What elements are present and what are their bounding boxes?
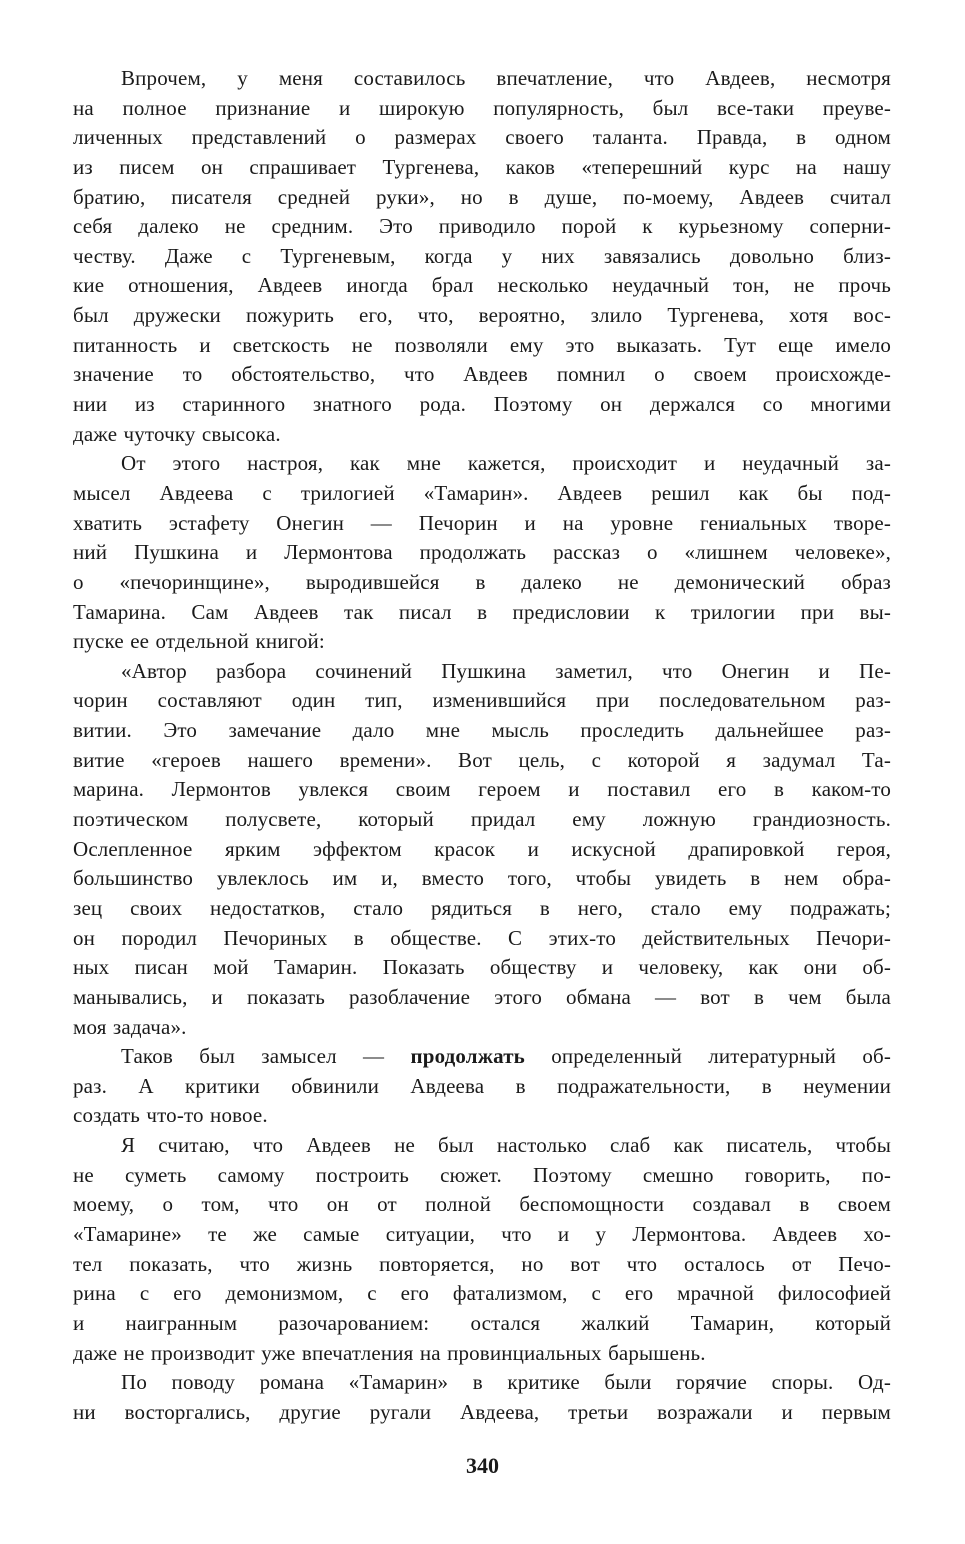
text-line: хватить эстафету Онегин — Печорин и на уровне гениальных творе- [73, 510, 891, 535]
text-line: манывались, и показать разоблачение этого обмана — вот в чем была [73, 984, 891, 1009]
quotation-paragraph [73, 657, 891, 1042]
text-line: зец своих недостатков, стало рядиться в него, стало ему подражать; [73, 895, 891, 920]
text-line: раз. А критики обвинили Авдеева в подражательности, в неумении [73, 1073, 891, 1098]
text-line: себя далеко не средним. Это приводило порой к курьезному соперни- [73, 214, 891, 239]
text-line: По поводу романа «Тамарин» в критике были горячие споры. Од- [121, 1370, 891, 1395]
text-line: о «печоринщине», выродившейся в далеко не демонический образ [73, 569, 891, 594]
text-line: большинство увлеклось им и, вместо того, чтобы увидеть в нем обра- [73, 866, 891, 891]
text-line: Я считаю, что Авдеев не был настолько слаб как писатель, чтобы [121, 1133, 891, 1158]
text-line: на полное признание и широкую популярность, был все-таки преуве- [73, 95, 891, 120]
text-line: не суметь самому построить сюжет. Поэтому смешно говорить, по- [73, 1162, 891, 1187]
text-line: ных писан мой Тамарин. Показать обществу и человеку, как они об- [73, 955, 891, 980]
page-number: 340 [466, 1453, 499, 1478]
text-line: Тамарина. Сам Авдеев так писал в предисловии к трилогии при вы- [73, 599, 891, 624]
text-line: Ослепленное ярким эффектом красок и искусной драпировкой героя, [73, 836, 891, 861]
text-line: тел показать, что жизнь повторяется, но вот что осталось от Печо- [73, 1251, 891, 1276]
text-line: и наигранным разочарованием: остался жалкий Тамарин, который [73, 1310, 891, 1335]
text-line: даже не производит уже впечатления на провинциальных барышень. [73, 1340, 706, 1365]
text-line: марина. Лермонтов увлекся своим героем и поставил его в каком-то [73, 777, 891, 802]
paragraph [73, 64, 891, 449]
paragraph [73, 1368, 891, 1427]
text-line: пуске ее отдельной книгой: [73, 629, 325, 654]
text-line: ни восторгались, другие ругали Авдеева, третьи возражали и первым [73, 1399, 891, 1424]
text-line: кие отношения, Авдеев иногда брал несколько неудачный тон, не прочь [73, 273, 891, 298]
text-line: витие «героев нашего времени». Вот цель, с которой я задумал Та- [73, 747, 891, 772]
text-line: был дружески пожурить его, что, вероятно, злило Тургенева, хотя вос- [73, 303, 891, 328]
text-line: мысел Авдеева с трилогией «Тамарин». Авдеев решил как бы под- [73, 480, 891, 505]
text-line: витии. Это замечание дало мне мысль проследить дальнейшее раз- [73, 718, 891, 743]
text-line: даже чуточку свысока. [73, 421, 281, 446]
text-line: Впрочем, у меня составилось впечатление, что Авдеев, несмотря [121, 66, 891, 90]
text-line: питанность и светскость не позволяли ему это выказать. Тут еще имело [73, 332, 891, 357]
text-line: ний Пушкина и Лермонтова продолжать рассказ о «лишнем человеке», [73, 540, 891, 565]
text-line: братию, писателя средней руки», но в душе, по-моему, Авдеев считал [73, 184, 891, 209]
text-line: чорин составляют один тип, изменившийся при последовательном раз- [73, 688, 891, 713]
paragraph [73, 1131, 891, 1368]
text-run: определенный литературный об- [524, 1044, 891, 1069]
text-line: От этого настроя, как мне кажется, происходит и неудачный за- [121, 451, 891, 476]
paragraph [73, 449, 891, 656]
text-line: моя задача». [73, 1014, 187, 1039]
text-line: честву. Даже с Тургеневым, когда у них завязались довольно близ- [73, 243, 891, 268]
book-page-text [73, 64, 891, 1427]
text-line: «Автор разбора сочинений Пушкина заметил, что Онегин и Пе- [121, 658, 891, 683]
text-line: нии из старинного знатного рода. Поэтому он держался со многими [73, 392, 891, 417]
text-line: значение то обстоятельство, что Авдеев помнил о своем происхожде- [73, 362, 891, 387]
text-line [73, 1042, 891, 1072]
text-run: Таков был замысел — [121, 1044, 411, 1069]
paragraph [73, 1042, 891, 1131]
text-line: «Тамарине» те же самые ситуации, что и у Лермонтова. Авдеев хо- [73, 1221, 891, 1246]
text-line: личенных представлений о размерах своего таланта. Правда, в одном [73, 125, 891, 150]
text-line: создать что-то новое. [73, 1103, 268, 1128]
emphasized-word: продолжать [410, 1044, 525, 1069]
text-line: моему, о том, что он от полной беспомощности создавал в своем [73, 1192, 891, 1217]
text-line: поэтическом полусвете, который придал ему ложную грандиозность. [73, 807, 891, 832]
text-line: рина с его демонизмом, с его фатализмом, с его мрачной философией [73, 1281, 891, 1306]
text-line: он породил Печориных в обществе. С этих-то действительных Печори- [73, 925, 891, 950]
text-line: из писем он спрашивает Тургенева, каков «теперешний курс на нашу [73, 154, 891, 179]
